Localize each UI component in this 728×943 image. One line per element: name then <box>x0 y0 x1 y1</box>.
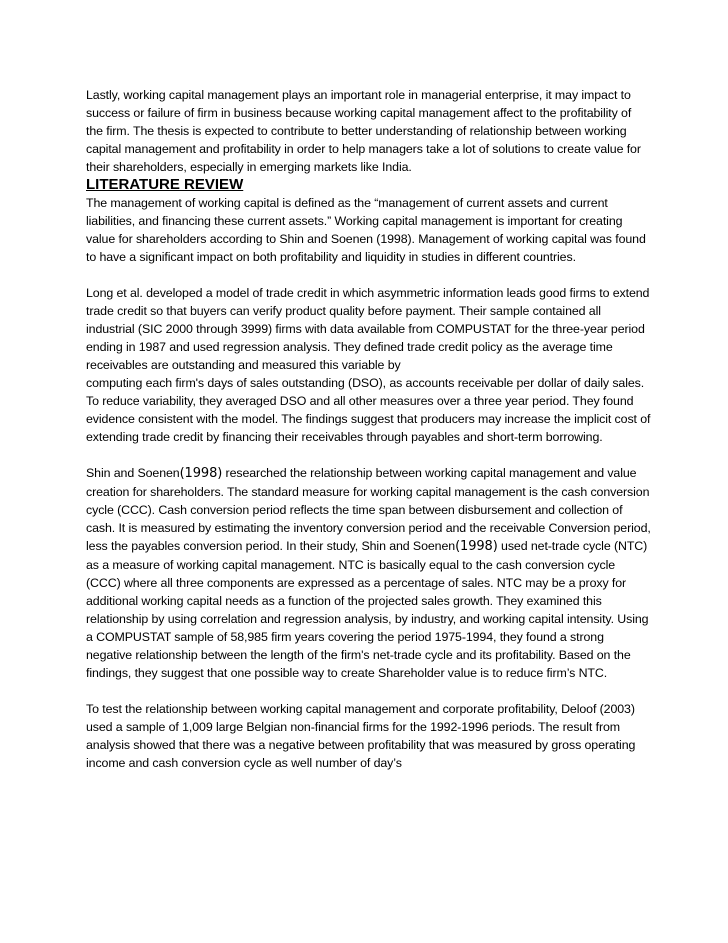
literature-paragraph-long-et-al: Long et al. developed a model of trade credit in which asymmetric information leads good firms to extend trade credit so that buyers can verify product quality before payment. Their sample contained all industrial (SIC 2000 through 3999) firms with data available from COMPUSTAT for the three-year period ending in 1987 and used regression analysis. They defined trade credit policy as the average time receivables are outstanding and measured this variable by <box>86 286 650 372</box>
literature-paragraph-shin-soenen <box>86 464 651 682</box>
intro-paragraph: Lastly, working capital management plays an important role in managerial enterprise, it may impact to success or failure of firm in business because working capital management affect to the profitability of the firm. The thesis is expected to contribute to better understanding of relationship between working capital management and profitability in order to help managers take a lot of solutions to create value for their shareholders, especially in emerging markets like India. <box>86 88 641 174</box>
paragraph-text: researched the relationship between working capital management and value creation for shareholders. The standard measure for working capital management is the cash conversion cycle (CCC). Cash conversion period reflects the time span between disbursement and collection of cash. It is measured by estimating the inventory conversion period and the receivable Conversion period, less the payables conversion period. In their study, Shin and Soenen <box>86 466 651 553</box>
literature-paragraph-definition: The management of working capital is defined as the “management of current assets and current liabilities, and financing these current assets.” Working capital management is important for creating value for shareholders according to Shin and Soenen (1998). Management of working capital was found to have a significant impact on both profitability and liquidity in studies in different countries. <box>86 196 646 264</box>
paragraph-gap <box>86 682 651 700</box>
paragraph-gap <box>86 446 651 464</box>
paragraph-text: Shin and Soenen <box>86 466 180 480</box>
citation-year: (1998) <box>455 539 498 554</box>
literature-paragraph-deloof: To test the relationship between working capital management and corporate profitability, Deloof (2003) used a sample of 1,009 large Belgian non-financial firms for the 1992-1996 periods. The result from analysis showed that there was a negative between profitability that was measured by gross operating income and cash conversion cycle as well number of day’s <box>86 702 636 770</box>
citation-year: (1998) <box>179 466 223 481</box>
literature-paragraph-long-et-al-continued: computing each firm's days of sales outstanding (DSO), as accounts receivable per dollar of daily sales. To reduce variability, they averaged DSO and all other measures over a three year period. They found evidence consistent with the model. The findings suggest that producers may increase the implicit cost of extending trade credit by financing their receivables through payables and short-term borrowing. <box>86 376 651 444</box>
section-heading-literature-review: LITERATURE REVIEW <box>86 176 244 193</box>
paragraph-gap <box>86 266 651 284</box>
document-body <box>86 86 651 772</box>
paragraph-text: used net-trade cycle (NTC) as a measure of working capital management. NTC is basically equal to the cash conversion cycle (CCC) where all three components are expressed as a percentage of sales. NTC may be a proxy for additional working capital needs as a function of the projected sales growth. They examined this relationship by using correlation and regression analysis, by industry, and working capital intensity. Using a COMPUSTAT sample of 58,985 firm years covering the period 1975-1994, they found a strong negative relationship between the length of the firm's net-trade cycle and its profitability. Based on the findings, they suggest that one possible way to create Shareholder value is to reduce firm’s NTC. <box>86 539 649 680</box>
